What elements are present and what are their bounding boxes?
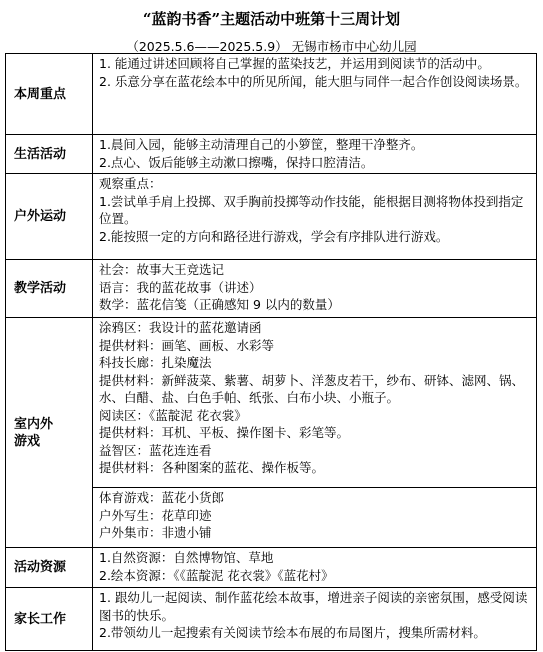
content-resources — [93, 548, 537, 588]
family-line: 1. 跟幼儿一起阅读、制作蓝花绘本故事，增进亲子阅读的亲密氛围，感受阅读图书的快乐。 — [99, 590, 528, 623]
teaching-line: 社会：故事大王竞选记 — [99, 262, 225, 277]
content-family — [93, 588, 537, 651]
outdoor-line: 观察重点： — [99, 176, 162, 191]
indoor-line: 提供材料：各种图案的蓝花、操作板等。 — [99, 460, 325, 475]
page-title: “蓝韵书香”主题活动中班第十三周计划 — [142, 10, 401, 28]
indoor-line: 益智区：蓝花连连看 — [99, 442, 212, 458]
indoor-line: 阅读区：《蓝靛泥 花衣裳》 — [99, 407, 247, 423]
resources-line: 1.自然资源：自然博物馆、草地 — [99, 550, 274, 565]
outdoor-game-line: 户外集市：非遗小铺 — [99, 525, 212, 540]
indoor-line: 提供材料：新鲜菠菜、紫薯、胡萝卜、洋葱皮若干，纱布、研钵、滤网、锅、水、白醋、盐、白色手帕、纸张、白布小块、小瓶子。 — [99, 372, 525, 405]
teaching-line: 数学：蓝花信笺（正确感知 9 以内的数量） — [99, 297, 340, 312]
life-line: 2.点心、饭后能够主动漱口擦嘴，保持口腔清洁。 — [99, 154, 374, 170]
label-resources: 活动资源 — [6, 548, 93, 588]
focus-line: 2. 乐意分享在蓝花绘本中的所见所闻，能大胆与同伴一起合作创设阅读场景。 — [99, 73, 528, 89]
outdoor-game-line: 体育游戏：蓝花小货郎 — [99, 490, 225, 505]
content-outdoor — [93, 174, 537, 260]
content-life — [93, 135, 537, 174]
content-teaching — [93, 260, 537, 318]
content-indoor-games — [93, 318, 537, 488]
row-resources — [6, 548, 537, 588]
indoor-line: 科技长廊：扎染魔法 — [99, 355, 212, 370]
indoor-line: 提供材料：耳机、平板、操作图卡、彩笔等。 — [99, 425, 350, 440]
label-outdoor: 户外运动 — [6, 174, 93, 260]
label-focus: 本周重点 — [6, 54, 93, 135]
content-outdoor-games — [93, 488, 537, 548]
row-focus — [6, 54, 537, 135]
label-teaching: 教学活动 — [6, 260, 93, 318]
row-teaching — [6, 260, 537, 318]
row-life — [6, 135, 537, 174]
label-family: 家长工作 — [6, 588, 93, 651]
label-indoor-outdoor-games: 室内外游戏 — [6, 318, 93, 548]
page-subtitle: （2025.5.6——2025.5.9） 无锡市杨市中心幼儿园 — [126, 39, 417, 54]
row-indoor-games — [6, 318, 537, 488]
outdoor-game-line: 户外写生：花草印迹 — [99, 507, 212, 523]
row-family — [6, 588, 537, 651]
teaching-line: 语言：我的蓝花故事（讲述） — [99, 279, 262, 295]
indoor-line: 涂鸦区：我设计的蓝花邀请函 — [99, 320, 262, 335]
family-line: 2.带领幼儿一起搜索有关阅读节绘本布展的布局图片，搜集所需材料。 — [99, 625, 486, 640]
focus-line: 1. 能通过讲述回顾将自己掌握的蓝染技艺，并运用到阅读节的活动中。 — [99, 56, 490, 71]
label-life: 生活活动 — [6, 135, 93, 174]
life-line: 1.晨间入园，能够主动清理自己的小箩筐，整理干净整齐。 — [99, 137, 424, 152]
outdoor-line: 2.能按照一定的方向和路径进行游戏，学会有序排队进行游戏。 — [99, 228, 449, 244]
resources-line: 2.绘本资源：《《蓝靛泥 花衣裳》《蓝花村》 — [99, 567, 334, 583]
row-outdoor — [6, 174, 537, 260]
content-focus — [93, 54, 537, 135]
weekly-plan-table — [5, 53, 537, 651]
indoor-line: 提供材料：画笔、画板、水彩等 — [99, 337, 275, 353]
outdoor-line: 1.尝试单手肩上投掷、双手胸前投掷等动作技能，能根据目测将物体投到指定位置。 — [99, 193, 524, 226]
